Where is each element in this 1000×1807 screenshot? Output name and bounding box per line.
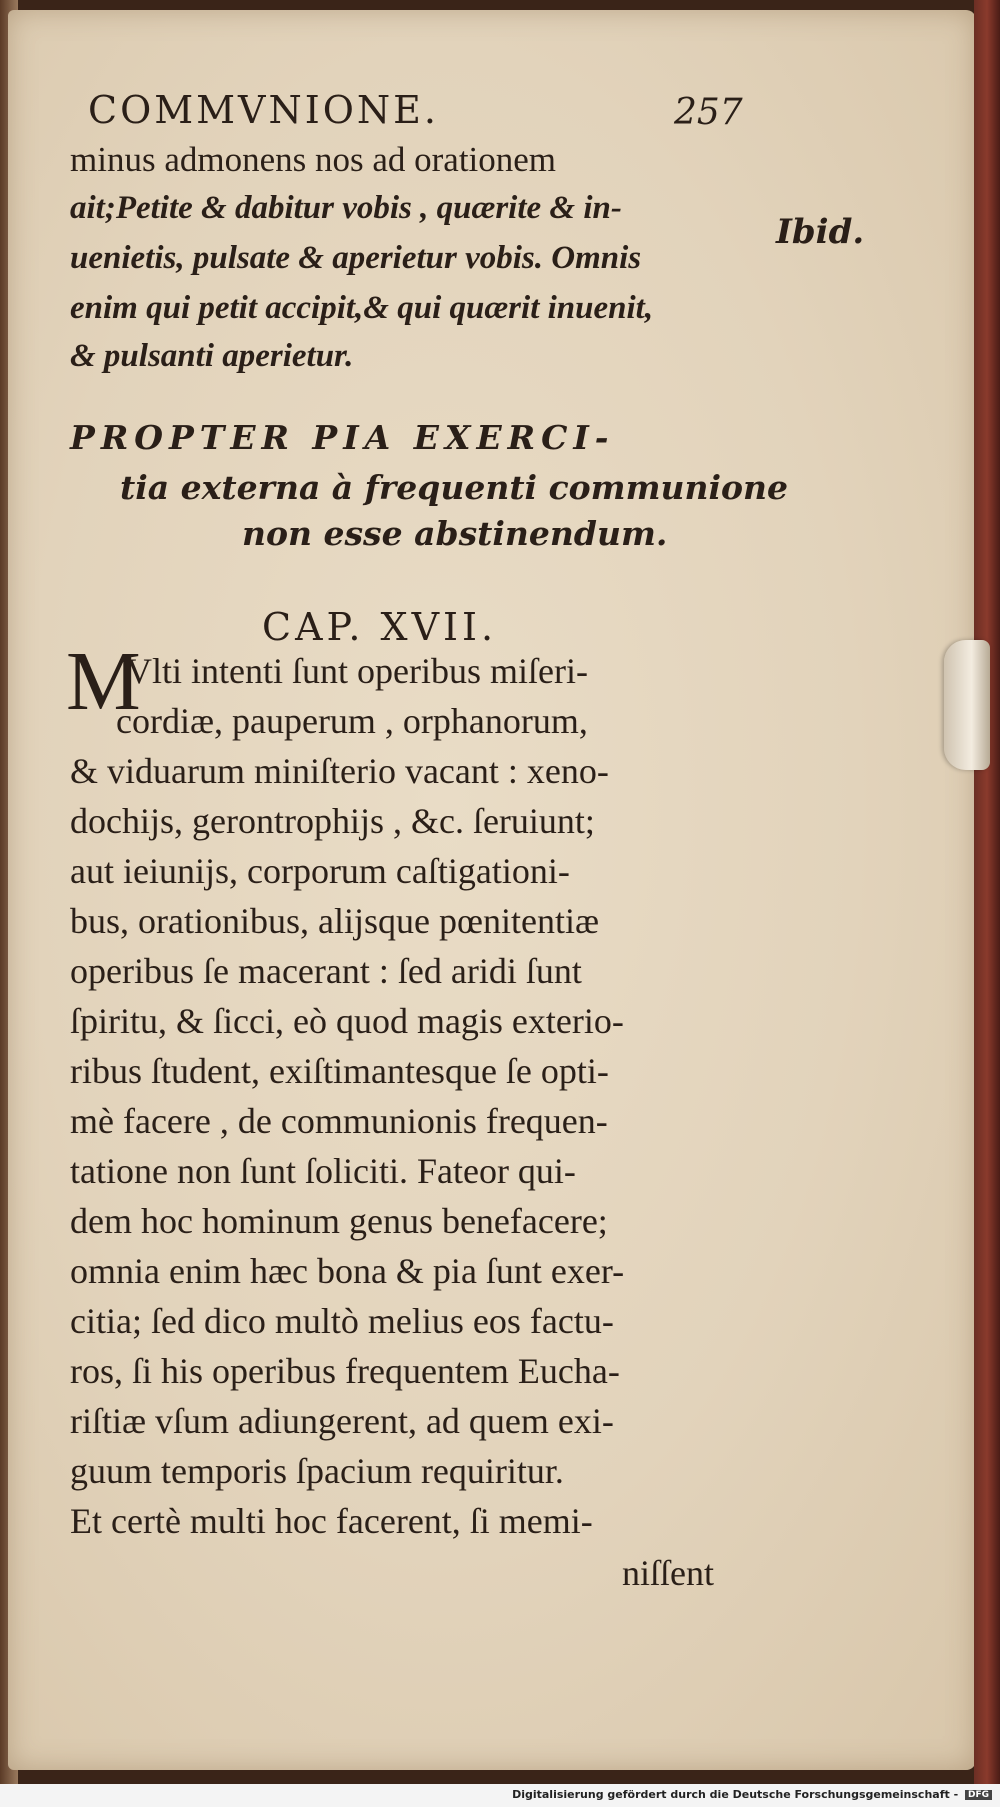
body-line: dochijs, gerontrophijs , &c. ſeruiunt;: [70, 801, 595, 841]
catchword: niſſent: [622, 1553, 714, 1593]
chapter-title: CAP. XVII.: [262, 605, 498, 649]
page-clip: [944, 640, 990, 770]
top-paragraph-line: & pulsanti aperietur.: [70, 338, 354, 374]
funding-credit-text: Digitalisierung gefördert durch die Deutsche Forschungsgemeinschaft -: [512, 1788, 959, 1801]
body-line: guum temporis ſpacium requiritur.: [70, 1451, 564, 1491]
running-head: COMMVNIONE.: [88, 88, 439, 132]
body-line: Vlti intenti ſunt operibus miſeri-: [126, 651, 588, 691]
body-line: riſtiæ vſum adiungerent, ad quem exi-: [70, 1401, 614, 1441]
body-line: Et certè multi hoc facerent, ſi memi-: [70, 1501, 593, 1541]
page-number: 257: [674, 92, 743, 133]
body-line: tatione non ſunt ſoliciti. Fateor qui-: [70, 1151, 576, 1191]
body-line: cordiæ, pauperum , orphanorum,: [116, 701, 588, 741]
top-paragraph-line: uenietis, pulsate & aperietur vobis. Omnis: [70, 240, 642, 276]
section-heading-line: PROPTER PIA EXERCI-: [70, 418, 615, 457]
body-line: bus, orationibus, alijsque pœnitentiæ: [70, 901, 599, 941]
book-edge: [974, 0, 1000, 1790]
body-line: mè facere , de communionis frequen-: [70, 1101, 608, 1141]
margin-note: Ibid.: [776, 212, 865, 252]
funding-credit: [512, 1788, 992, 1801]
body-line: citia; ſed dico multò melius eos factu-: [70, 1301, 614, 1341]
section-heading-line: non esse abstinendum.: [242, 514, 668, 553]
body-line: ribus ſtudent, exiſtimantesque ſe opti-: [70, 1051, 609, 1091]
body-line: dem hoc hominum genus benefacere;: [70, 1201, 608, 1241]
top-paragraph-line: minus admonens nos ad orationem: [70, 140, 557, 179]
section-heading-line: tia externa à frequenti communione: [120, 468, 789, 507]
body-line: operibus ſe macerant : ſed aridi ſunt: [70, 951, 582, 991]
body-line: omnia enim hæc bona & pia ſunt exer-: [70, 1251, 625, 1291]
body-line: aut ieiunijs, corporum caſtigationi-: [70, 851, 570, 891]
top-paragraph-line: ait;Petite & dabitur vobis , quærite & in-: [70, 190, 622, 226]
body-line: & viduarum miniſterio vacant : xeno-: [70, 751, 609, 791]
top-paragraph-line: enim qui petit accipit,& qui quærit inuenit,: [70, 290, 654, 326]
dfg-logo: DFG: [965, 1790, 992, 1800]
drop-cap: M: [66, 635, 141, 728]
body-line: ſpiritu, & ſicci, eò quod magis exterio-: [70, 1001, 624, 1041]
body-line: ros, ſi his operibus frequentem Eucha-: [70, 1351, 620, 1391]
